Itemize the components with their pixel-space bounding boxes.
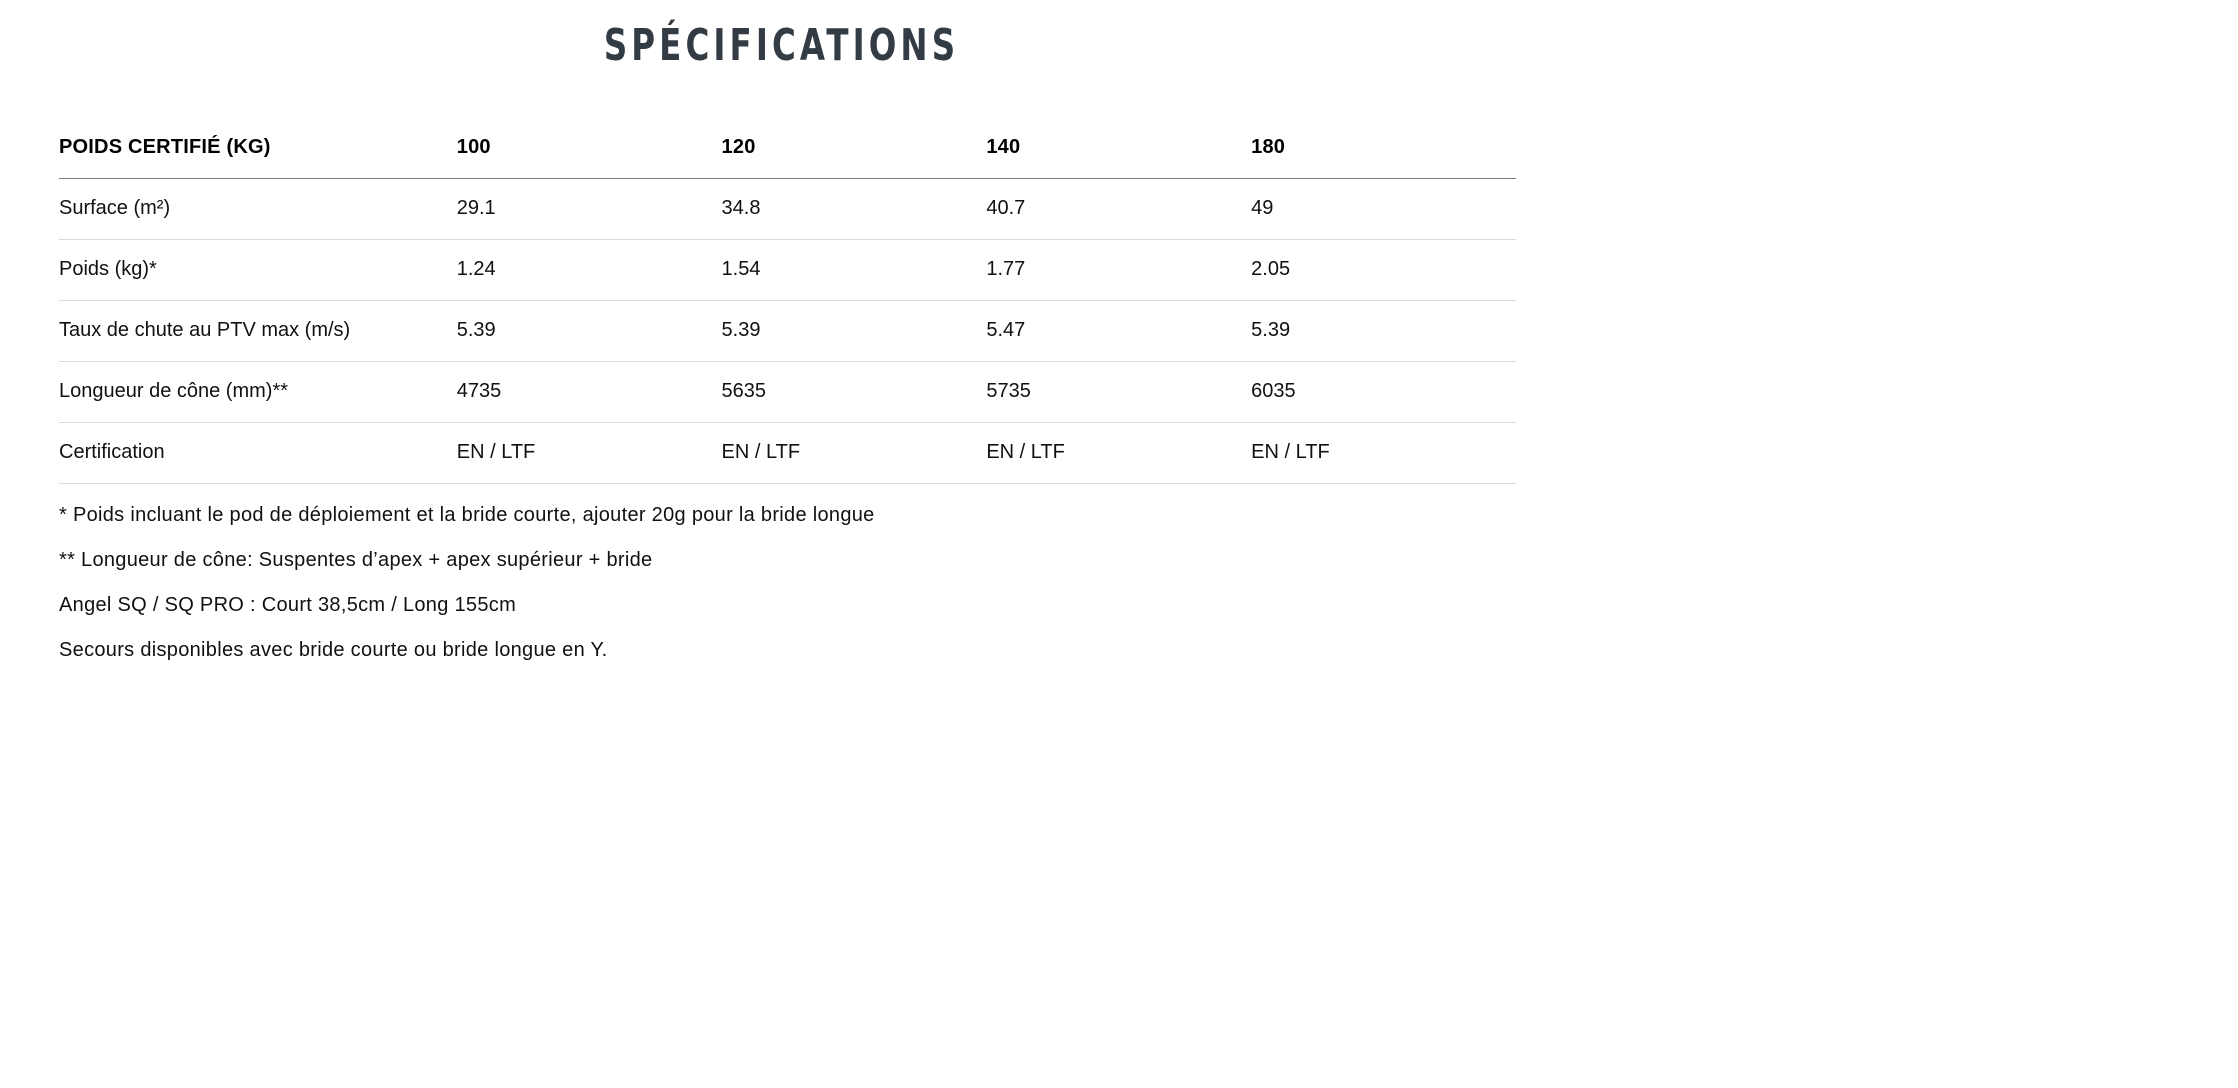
specifications-table — [59, 117, 1516, 484]
table-cell: 6035 — [1251, 361, 1516, 422]
table-cell: 29.1 — [457, 178, 722, 239]
column-header-size: 180 — [1251, 117, 1516, 178]
column-header-size: 100 — [457, 117, 722, 178]
table-cell: 4735 — [457, 361, 722, 422]
row-label: Certification — [59, 422, 457, 483]
table-cell: EN / LTF — [457, 422, 722, 483]
table-row — [59, 300, 1516, 361]
table-cell: 5735 — [986, 361, 1251, 422]
table-cell: 5.39 — [457, 300, 722, 361]
table-cell: 1.54 — [722, 239, 987, 300]
table-cell: 5.39 — [722, 300, 987, 361]
page-title: SPÉCIFICATIONS — [603, 20, 960, 71]
column-header-certified-weight: POIDS CERTIFIÉ (KG) — [59, 117, 457, 178]
table-cell: 5.39 — [1251, 300, 1516, 361]
table-cell: 34.8 — [722, 178, 987, 239]
table-row — [59, 239, 1516, 300]
table-cell: EN / LTF — [1251, 422, 1516, 483]
table-cell: 1.24 — [457, 239, 722, 300]
table-cell: 5635 — [722, 361, 987, 422]
table-row — [59, 422, 1516, 483]
column-header-size: 140 — [986, 117, 1251, 178]
column-header-size: 120 — [722, 117, 987, 178]
table-cell: 5.47 — [986, 300, 1251, 361]
note-bridle-options: Secours disponibles avec bride courte ou bride longue en Y. — [59, 639, 608, 661]
table-cell: 2.05 — [1251, 239, 1516, 300]
footnote-cone-length: ** Longueur de cône: Suspentes d’apex + apex supérieur + bride — [59, 549, 653, 571]
note-bridle-lengths: Angel SQ / SQ PRO : Court 38,5cm / Long 155cm — [59, 594, 517, 616]
table-cell: 1.77 — [986, 239, 1251, 300]
row-label: Longueur de cône (mm)** — [59, 361, 457, 422]
row-label: Poids (kg)* — [59, 239, 457, 300]
footnote-weight: * Poids incluant le pod de déploiement et la bride courte, ajouter 20g pour la bride longue — [59, 504, 875, 526]
table-cell: 40.7 — [986, 178, 1251, 239]
footnotes — [59, 500, 1516, 680]
row-label: Surface (m²) — [59, 178, 457, 239]
row-label: Taux de chute au PTV max (m/s) — [59, 300, 457, 361]
table-cell: EN / LTF — [722, 422, 987, 483]
table-row — [59, 361, 1516, 422]
table-cell: EN / LTF — [986, 422, 1251, 483]
table-cell: 49 — [1251, 178, 1516, 239]
table-row — [59, 178, 1516, 239]
table-header-row — [59, 117, 1516, 178]
